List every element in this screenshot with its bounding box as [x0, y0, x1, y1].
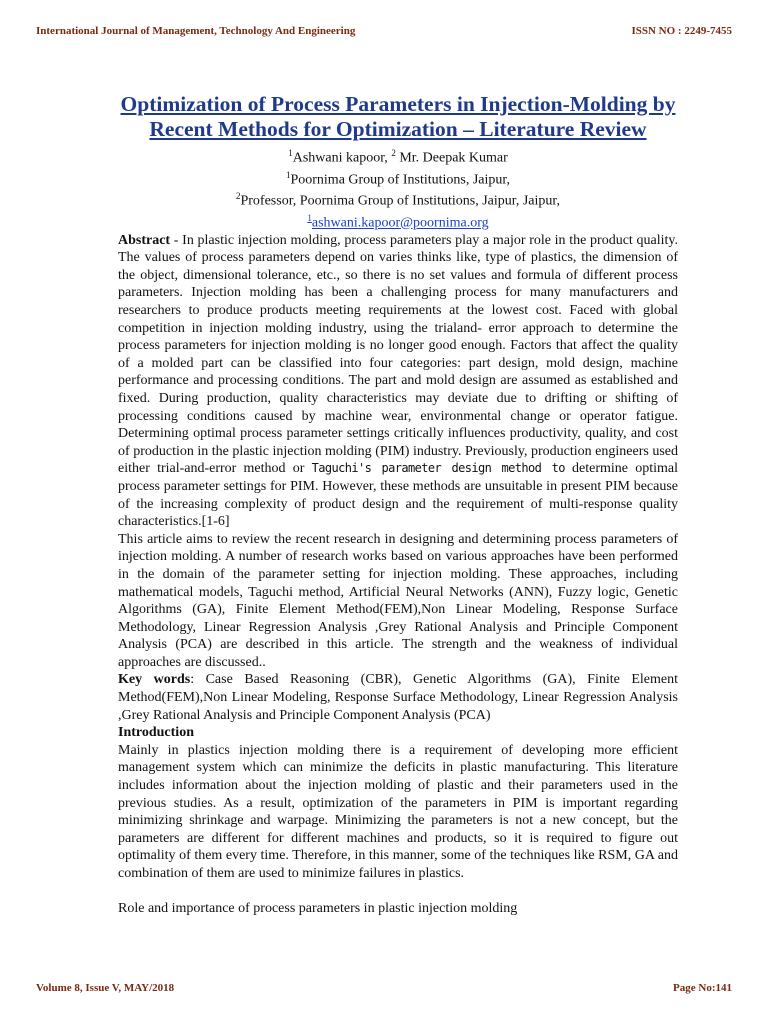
author2-sup: 2 [391, 148, 396, 158]
aims-paragraph: This article aims to review the recent research in designing and determining process parameters of injection molding. A number of research works based on various approaches have been performed in the domain of the parameter setting for injection molding. These approaches, including mathematical models, Taguchi method, Artificial Neural Networks (ANN), Fuzzy logic, Genetic Algorithms (GA), Finite Element Method(FEM),Non Linear Modeling, Response Surface Methodology, Linear Regression Analysis ,Grey Rational Analysis and Principle Component Analysis (PCA) are described in this article. The strength and the weakness of individual approaches are discussed.. [118, 531, 678, 670]
affiliation-1 [118, 167, 678, 189]
abstract-text-b: determine optimal process parameter settings for PIM. However, these methods are unsuitable in present PIM because of the increasing complexity of product design and the requirement of multi-response quality characteristics.[1-6] [118, 461, 678, 530]
running-header [36, 25, 732, 37]
affiliation-2-sup: 2 [235, 191, 241, 202]
abstract-paragraph [118, 232, 678, 531]
affiliation-1-sup: 1 [285, 169, 291, 180]
author1-name: Ashwani kapoor, [292, 150, 392, 166]
affiliation-2-text: Professor, Poornima Group of Institutions, Jaipur, Jaipur, [240, 193, 560, 209]
abstract-text-mono: Taguchi's parameter design method to [311, 461, 565, 476]
email-sup: 1 [307, 212, 312, 223]
affiliation-2 [118, 188, 678, 210]
author-block [118, 145, 678, 232]
keywords-label: Key words [118, 672, 191, 688]
affiliation-1-text: Poornima Group of Institutions, Jaipur, [290, 172, 511, 188]
paper-title: Optimization of Process Parameters in Injection-Molding by Recent Methods for Optimization – Literature Review [120, 92, 676, 141]
running-footer [36, 982, 732, 994]
introduction-heading: Introduction [118, 725, 194, 741]
keywords-text: : Case Based Reasoning (CBR), Genetic Algorithms (GA), Finite Element Method(FEM),Non Linear Modeling, Response Surface Methodology, Linear Regression Analysis ,Grey Rational Analysis and Principle Component Analysis (PCA) [118, 672, 678, 723]
email-link[interactable]: ashwani.kapoor@poornima.org [311, 215, 489, 231]
author1-sup: 1 [288, 148, 293, 158]
author2-name: Mr. Deepak Kumar [395, 150, 508, 166]
author-email [118, 210, 678, 232]
page-number: Page No:141 [673, 982, 732, 994]
issn-number: ISSN NO : 2249-7455 [631, 25, 732, 37]
paragraph-gap [118, 883, 678, 900]
role-subheading: Role and importance of process parameters in plastic injection molding [118, 900, 518, 916]
abstract-text-a: - In plastic injection molding, process parameters play a major role in the product quality. The values of process parameters depend on varies thinks like, type of plastics, the dimension of the object, dimensional tolerance, etc., so there is no set values and formula of different process parameters. Injection molding has been a challenging process for many manufacturers and researchers to produce products meeting requirements at the lowest cost. Faced with global competition in injection molding industry, using the trialand- error approach to determine the process parameters for injection molding is no longer good enough. Factors that affect the quality of a molded part can be classified into four categories: part design, mold design, machine performance and processing conditions. The part and mold design are assumed as established and fixed. During production, quality characteristics may deviate due to drifting or shifting of processing conditions caused by machine wear, environmental change or operator fatigue. Determining optimal process parameter settings critically influences productivity, quality, and cost of production in the plastic injection molding (PIM) industry. Previously, production engineers used either trial-and-error method or [118, 232, 678, 477]
volume-info: Volume 8, Issue V, MAY/2018 [36, 982, 175, 994]
paper-body [118, 92, 678, 917]
keywords-paragraph [118, 671, 678, 724]
introduction-paragraph: Mainly in plastics injection molding there is a requirement of developing more efficient management system which can minimize the deficits in plastic manufacturing. This literature includes information about the injection molding of plastic and their parameters used in the previous studies. As a result, optimization of the parameters in PIM is important regarding minimizing shrinkage and warpage. Minimizing the parameters is not a new concept, but the parameters are different for different machines and products, so it is required to figure out optimality of them every time. Therefore, in this manner, some of the techniques like RSM, GA and combination of them are used to minimize failures in plastics. [118, 742, 678, 881]
author-names [118, 145, 678, 167]
abstract-label: Abstract [118, 232, 171, 248]
journal-name: International Journal of Management, Technology And Engineering [36, 25, 356, 37]
